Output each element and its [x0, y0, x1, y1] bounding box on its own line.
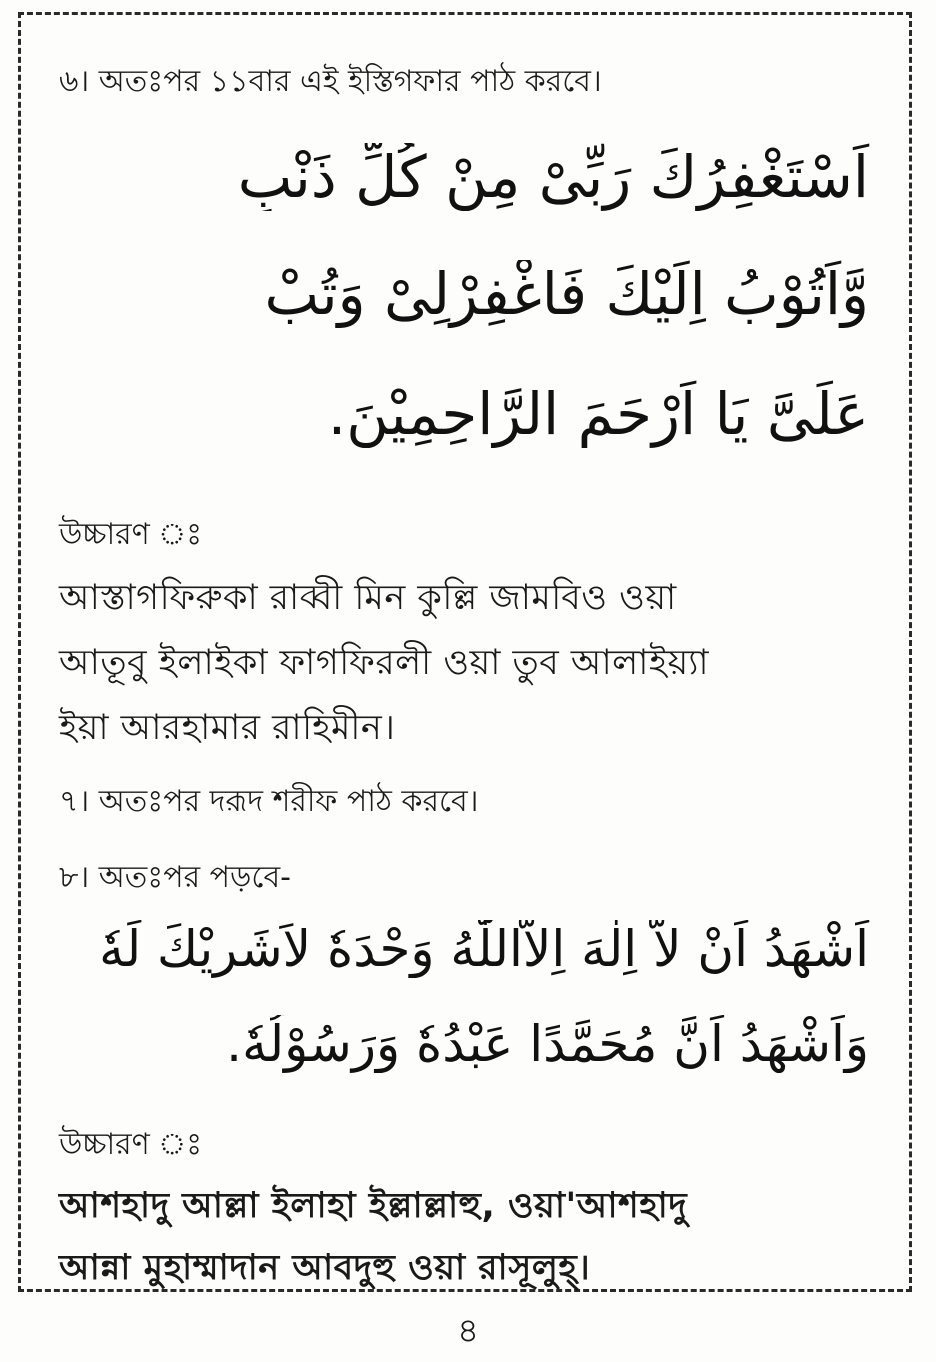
section-6-heading: ৬। অতঃপর ১১বার এই ইস্তিগফার পাঠ করবে।: [59, 64, 602, 99]
pronunciation-line-2: আতূবু ইলাইকা ফাগফিরলী ওয়া তুব আলাইয়্যা: [59, 643, 710, 683]
pronunciation-label: উচ্চারণ ঃ: [59, 517, 203, 552]
pronunciation-line-1: আস্তাগফিরুকা রাব্বী মিন কুল্লি জামবিও ওয়া: [59, 578, 677, 618]
dashed-border-frame: [18, 12, 912, 1292]
shahada-pronunciation-line-2: আন্না মুহাম্মাদান আবদুহু ওয়া রাসূলুহ্।: [59, 1248, 591, 1288]
shahada-pronunciation-line-1: আশহাদু আল্লা ইলাহা ইল্লাল্লাহু, ওয়া'আশহাদু: [59, 1186, 688, 1226]
arabic-shahada-line-2: وَاَشْهَدُ اَنَّ مُحَمَّدًا عَبْدُهٗ وَرَسُوْلُهٗ.: [226, 1015, 869, 1073]
section-8-heading: ৮। অতঃপর পড়বে-: [59, 860, 291, 895]
pronunciation-label-2: উচ্চারণ ঃ: [59, 1127, 203, 1162]
arabic-line-3: عَلَىَّ يَا اَرْحَمَ الرَّاحِمِيْنَ.: [327, 380, 869, 448]
arabic-line-2: وَّاَتُوْبُ اِلَيْكَ فَاغْفِرْلِىْ وَتُبْ: [264, 260, 869, 328]
section-7-heading: ৭। অতঃপর দরূদ শরীফ পাঠ করবে।: [59, 784, 479, 819]
arabic-shahada-line-1: اَشْهَدُ اَنْ لاَّ اِلٰهَ اِلاَّاللّٰهُ وَحْدَهٗ لاَشَرِيْكَ لَهٗ: [99, 920, 869, 978]
page-number: ৪: [456, 1311, 480, 1351]
arabic-line-1: اَسْتَغْفِرُكَ رَبِّىْ مِنْ كُلِّ ذَنْبٍ: [237, 143, 869, 211]
pronunciation-line-3: ইয়া আরহামার রাহিমীন।: [59, 708, 396, 748]
